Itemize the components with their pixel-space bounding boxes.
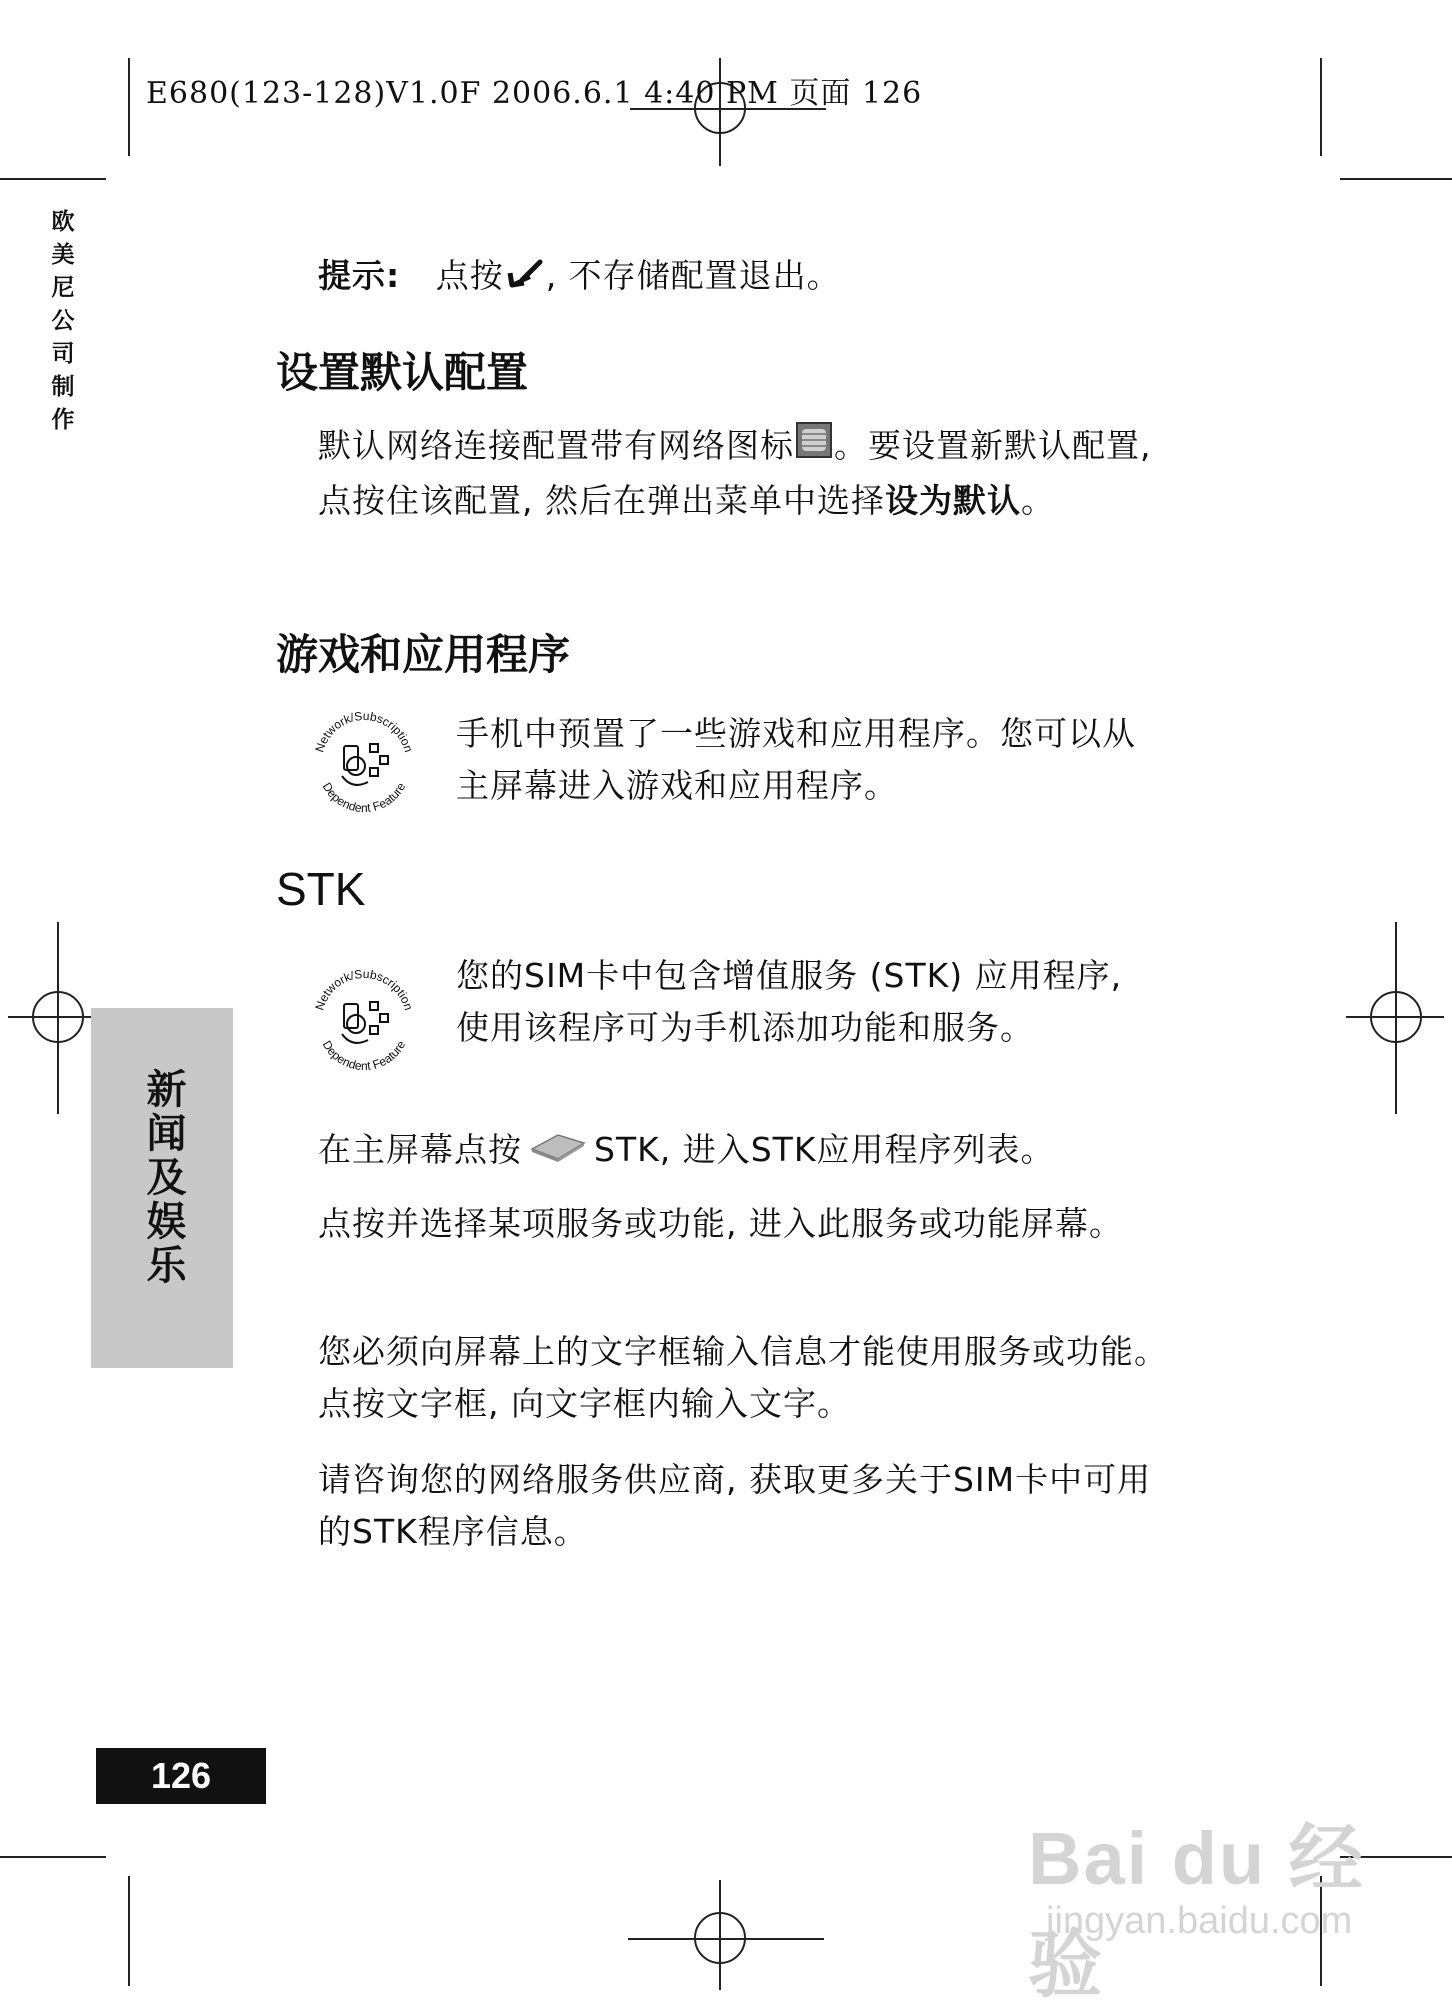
hint-text: 点按 [435, 256, 504, 295]
baidu-watermark [1028, 1790, 1438, 2006]
stk-open-text-2: STK, 进入STK应用程序列表。 [594, 1130, 1055, 1169]
badge-top-text: Network/Subscription [312, 966, 416, 1012]
stk-input-paragraph: 您必须向屏幕上的文字框输入信息才能使用服务或功能。点按文字框, 向文字框内输入文字。 [318, 1332, 1168, 1423]
badge-bottom-text: Dependent Feature [319, 780, 409, 816]
stk-intro-paragraph: 您的SIM卡中包含增值服务 (STK) 应用程序, 使用该程序可为手机添加功能和服务。 [456, 956, 1123, 1047]
network-feature-badge-icon [308, 706, 420, 818]
registration-mark [694, 1912, 746, 1964]
hint-label: 提示: [318, 256, 401, 295]
bold-term-set-default: 设为默认 [884, 481, 1021, 520]
section-title-default-config: 设置默认配置 [276, 348, 529, 397]
crop-mark [128, 1876, 130, 1986]
crop-mark [128, 58, 130, 156]
games-paragraph: 手机中预置了一些游戏和应用程序。您可以从主屏幕进入游戏和应用程序。 [456, 714, 1136, 805]
default-config-paragraph [318, 420, 1168, 527]
hint-text-end: , 不存储配置退出。 [545, 256, 841, 295]
sim-card-icon [528, 1126, 588, 1178]
svg-text:Dependent Feature [320, 780, 409, 815]
stk-open-text: 在主屏幕点按 [318, 1130, 522, 1169]
network-feature-badge-icon [308, 964, 420, 1076]
default-config-text: 默认网络连接配置带有网络图标 [318, 426, 794, 465]
crop-mark [1340, 178, 1452, 180]
default-config-text-2: 。要设置新默认配置, 点按住该配置, 然后在弹出菜单中选择 [318, 426, 1152, 520]
hint-paragraph [318, 250, 1178, 304]
registration-mark [32, 991, 84, 1043]
section-title-games: 游戏和应用程序 [276, 630, 571, 679]
side-tab-label: 新闻及娱乐 [140, 1068, 186, 1288]
svg-text:Dependent Feature [320, 1038, 409, 1073]
badge-bottom-text: Dependent Feature [319, 1038, 409, 1074]
stk-select-paragraph: 点按并选择某项服务或功能, 进入此服务或功能屏幕。 [318, 1204, 1123, 1243]
print-slug: E680(123-128)V1.0F 2006.6.1 4:40 PM 页面 126 [146, 76, 923, 111]
page-number: 126 [96, 1748, 266, 1804]
network-icon [794, 420, 834, 475]
default-config-end: 。 [1020, 481, 1055, 520]
crop-mark [1320, 58, 1322, 156]
back-arrow-icon [504, 252, 546, 304]
watermark-url: jingyan.baidu.com [1046, 1900, 1353, 1942]
vertical-credit: 欧美尼公司制作 [51, 209, 75, 433]
svg-text:Network/Subscription [312, 967, 415, 1012]
crop-mark [0, 178, 106, 180]
badge-top-text: Network/Subscription [312, 708, 416, 754]
watermark-logo: Bai du 经验 [1028, 1817, 1365, 2006]
registration-mark [1370, 991, 1422, 1043]
section-title-stk: STK [276, 863, 366, 915]
stk-open-paragraph [318, 1124, 1178, 1178]
svg-text:Network/Subscription [312, 709, 415, 754]
crop-mark [0, 1856, 106, 1858]
side-section-tab [91, 1008, 233, 1368]
stk-contact-paragraph: 请咨询您的网络服务供应商, 获取更多关于SIM卡中可用的STK程序信息。 [318, 1460, 1152, 1551]
